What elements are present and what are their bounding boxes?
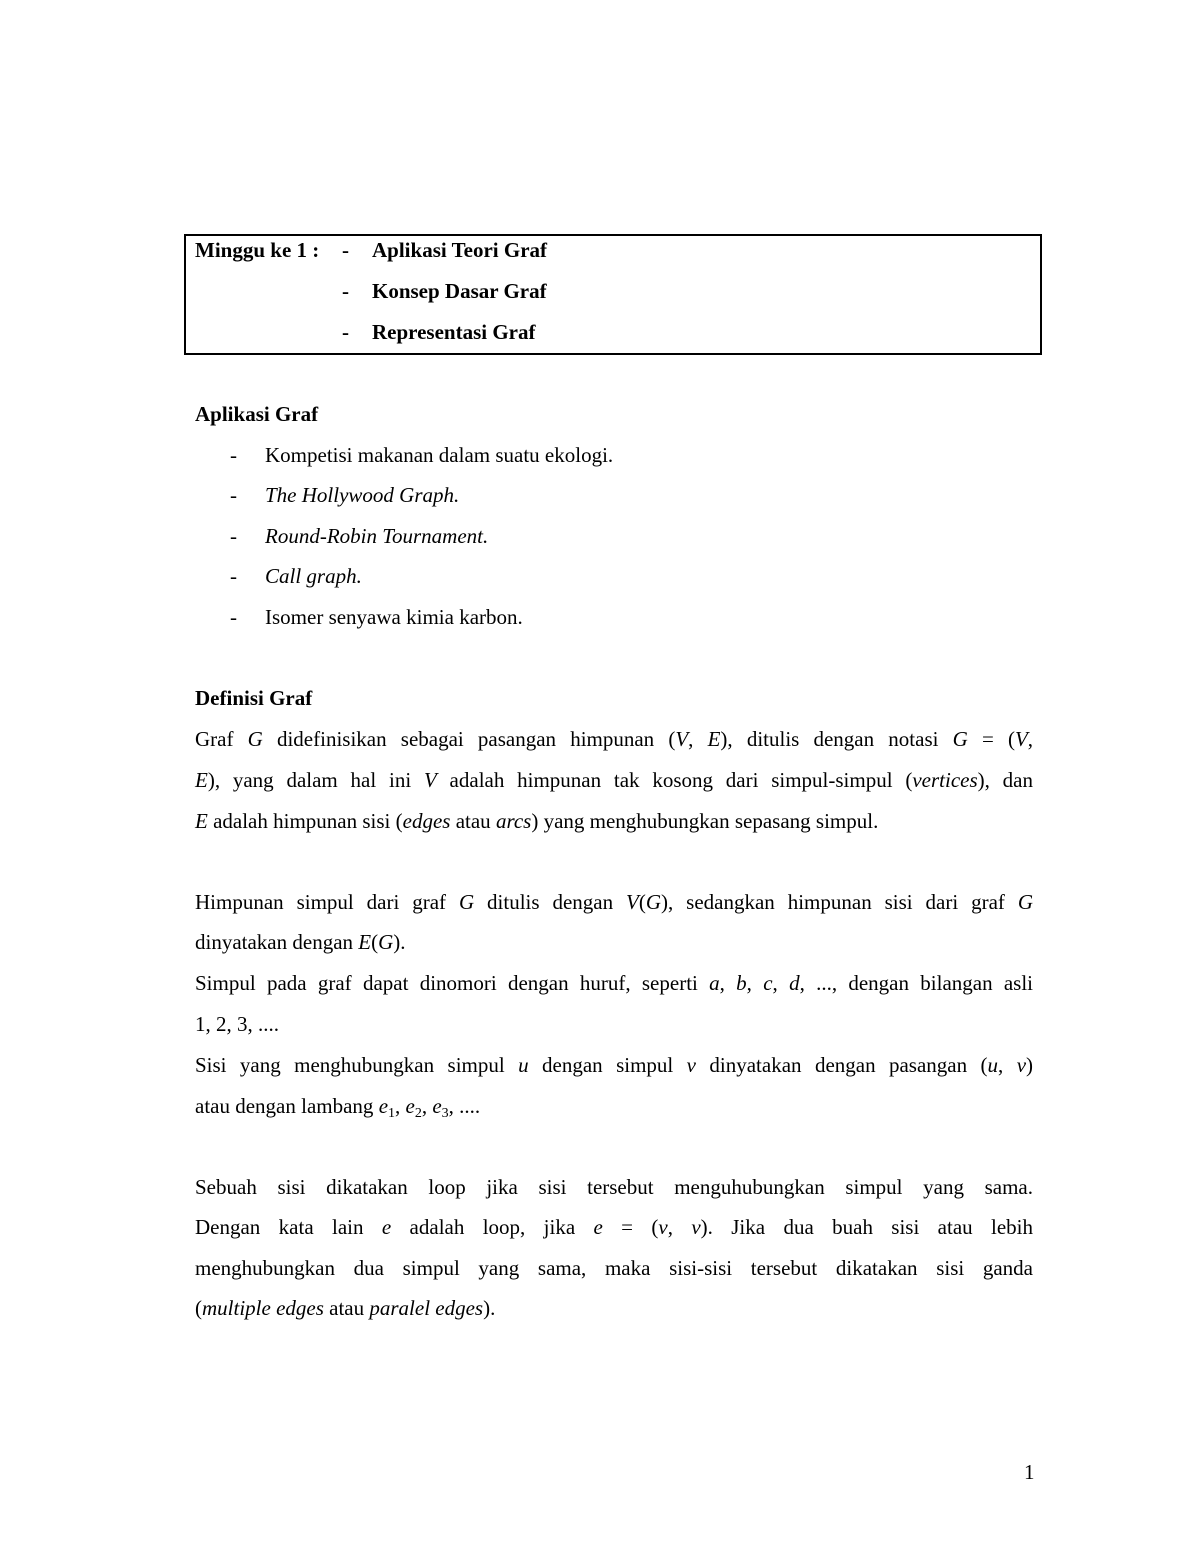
paragraph-line: Simpul pada graf dapat dinomori dengan huruf, seperti a, b, c, d, ..., dengan bilangan asli	[195, 971, 1034, 995]
paragraph-line: Dengan kata lain e adalah loop, jika e = (v, v). Jika dua buah sisi atau lebih	[195, 1215, 1033, 1239]
list-item: The Hollywood Graph.	[265, 483, 460, 507]
topic-2: Konsep Dasar Graf	[372, 279, 547, 303]
paragraph-line: atau dengan lambang $e_1$, $e_2$, $e_3$, ....	[195, 1094, 481, 1121]
bullet-dash: -	[230, 564, 237, 588]
list-item: Round-Robin Tournament.	[265, 524, 489, 548]
paragraph-line: menghubungkan dua simpul yang sama, maka sisi-sisi tersebut dikatakan sisi ganda	[195, 1256, 1033, 1280]
topic-dash: -	[342, 279, 349, 303]
paragraph-line: Himpunan simpul dari graf G ditulis dengan V(G), sedangkan himpunan sisi dari graf G	[195, 890, 1033, 914]
week-label: Minggu ke 1 :	[195, 238, 320, 262]
list-item: Kompetisi makanan dalam suatu ekologi.	[265, 443, 614, 467]
topic-dash: -	[342, 320, 349, 344]
paragraph-line: dinyatakan dengan E(G).	[195, 930, 406, 954]
paragraph-line: Graf G didefinisikan sebagai pasangan himpunan (V, E), ditulis dengan notasi G = (V,	[195, 727, 1034, 751]
paragraph-line: E), yang dalam hal ini V adalah himpunan tak kosong dari simpul-simpul (vertices), dan	[195, 768, 1033, 792]
list-item: Call graph.	[265, 564, 362, 588]
topic-3: Representasi Graf	[372, 320, 536, 344]
paragraph-line: Sisi yang menghubungkan simpul u dengan simpul v dinyatakan dengan pasangan (u, v)	[195, 1053, 1034, 1077]
list-item: Isomer senyawa kimia karbon.	[265, 605, 523, 629]
page-number: 1	[1024, 1460, 1035, 1484]
bullet-dash: -	[230, 524, 237, 548]
paragraph-line: 1, 2, 3, ....	[195, 1012, 279, 1036]
paragraph-line: E adalah himpunan sisi (edges atau arcs) yang menghubungkan sepasang simpul.	[195, 809, 879, 833]
section-heading-definisi: Definisi Graf	[195, 686, 313, 710]
bullet-dash: -	[230, 605, 237, 629]
bullet-dash: -	[230, 483, 237, 507]
topic-dash: -	[342, 238, 349, 262]
bullet-dash: -	[230, 443, 237, 467]
topic-1: Aplikasi Teori Graf	[372, 238, 548, 262]
section-heading-aplikasi: Aplikasi Graf	[195, 402, 319, 426]
paragraph-line: (multiple edges atau paralel edges).	[195, 1296, 496, 1320]
paragraph-line: Sebuah sisi dikatakan loop jika sisi tersebut menguhubungkan simpul yang sama.	[195, 1175, 1033, 1199]
